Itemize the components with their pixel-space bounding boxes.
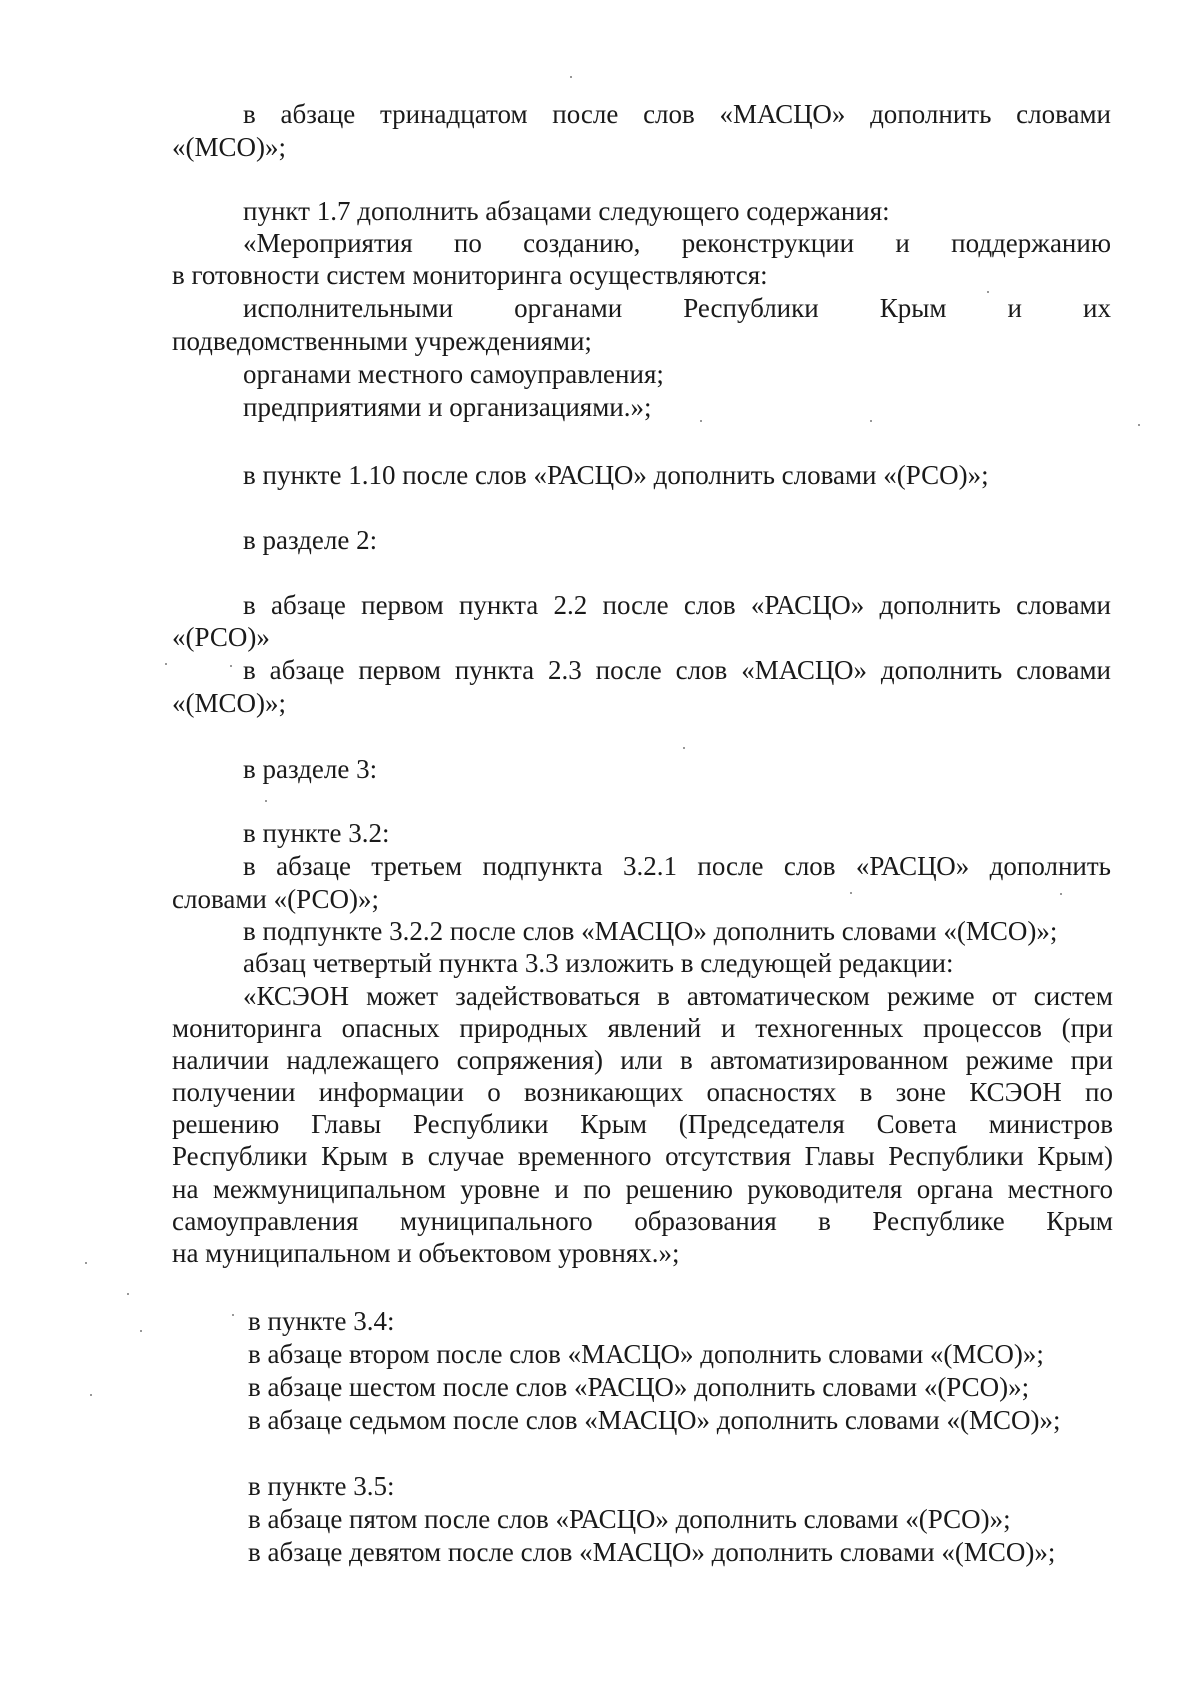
text-line: Республики Крым в случае временного отсутствия Главы Республики Крым) [172,1141,1113,1171]
scan-speck [570,76,572,78]
scan-speck [140,1330,142,1332]
text-line: в пункте 1.10 после слов «РАСЦО» дополнить словами «(РСО)»; [243,460,989,490]
text-line: в абзаце шестом после слов «РАСЦО» дополнить словами «(РСО)»; [248,1372,1030,1402]
text-line: на межмуниципальном уровне и по решению руководителя органа местного [172,1174,1113,1204]
scan-speck [987,291,989,293]
text-line: на муниципальном и объектовом уровнях.»; [172,1238,680,1268]
scan-speck [700,420,702,422]
text-line: «Мероприятия по созданию, реконструкции и поддержанию [243,228,1111,258]
text-line: в готовности систем мониторинга осуществляются: [172,260,768,290]
text-line: пункт 1.7 дополнить абзацами следующего содержания: [243,196,890,226]
text-line: подведомственными учреждениями; [172,326,592,356]
text-line: «(МСО)»; [172,132,286,162]
text-line: в абзаце тринадцатом после слов «МАСЦО» дополнить словами [243,99,1111,129]
scan-speck [1138,424,1140,426]
text-line: исполнительными органами Республики Крым и их [243,293,1111,323]
scan-speck [850,892,852,894]
text-line: словами «(РСО)»; [172,884,379,914]
text-line: наличии надлежащего сопряжения) или в автоматизированном режиме при [172,1045,1113,1075]
text-line: в разделе 2: [243,525,378,555]
text-line: в абзаце седьмом после слов «МАСЦО» дополнить словами «(МСО)»; [248,1405,1061,1435]
text-line: абзац четвертый пункта 3.3 изложить в следующей редакции: [243,948,954,978]
scan-speck [232,1314,234,1316]
text-line: в абзаце первом пункта 2.3 после слов «МАСЦО» дополнить словами [243,655,1111,685]
text-line: в абзаце девятом после слов «МАСЦО» дополнить словами «(МСО)»; [248,1537,1056,1567]
text-line: решению Главы Республики Крым (Председателя Совета министров [172,1109,1113,1139]
scan-speck [230,665,232,667]
scan-speck [1060,893,1062,895]
text-line: в пункте 3.5: [248,1471,395,1501]
text-line: в подпункте 3.2.2 после слов «МАСЦО» дополнить словами «(МСО)»; [243,916,1058,946]
text-line: получении информации о возникающих опасностях в зоне КСЭОН по [172,1077,1113,1107]
scan-speck [265,800,267,802]
scan-speck [165,663,167,665]
text-line: в абзаце третьем подпункта 3.2.1 после слов «РАСЦО» дополнить [243,851,1111,881]
text-line: в пункте 3.4: [248,1306,395,1336]
scan-speck [870,420,872,422]
scan-speck [90,1394,92,1396]
text-line: органами местного самоуправления; [243,359,664,389]
text-line: предприятиями и организациями.»; [243,392,652,422]
text-line: «(МСО)»; [172,688,286,718]
text-line: «КСЭОН может задействоваться в автоматическом режиме от систем [243,981,1113,1011]
text-line: в пункте 3.2: [243,818,390,848]
text-line: в абзаце втором после слов «МАСЦО» дополнить словами «(МСО)»; [248,1339,1044,1369]
text-line: самоуправления муниципального образования в Республике Крым [172,1206,1113,1236]
scan-speck [127,1293,129,1295]
scan-speck [85,1262,87,1264]
text-line: в разделе 3: [243,754,378,784]
text-line: «(РСО)» [172,622,270,652]
text-line: в абзаце пятом после слов «РАСЦО» дополнить словами «(РСО)»; [248,1504,1011,1534]
text-line: мониторинга опасных природных явлений и техногенных процессов (при [172,1013,1113,1043]
text-line: в абзаце первом пункта 2.2 после слов «РАСЦО» дополнить словами [243,590,1111,620]
scan-speck [683,747,685,749]
